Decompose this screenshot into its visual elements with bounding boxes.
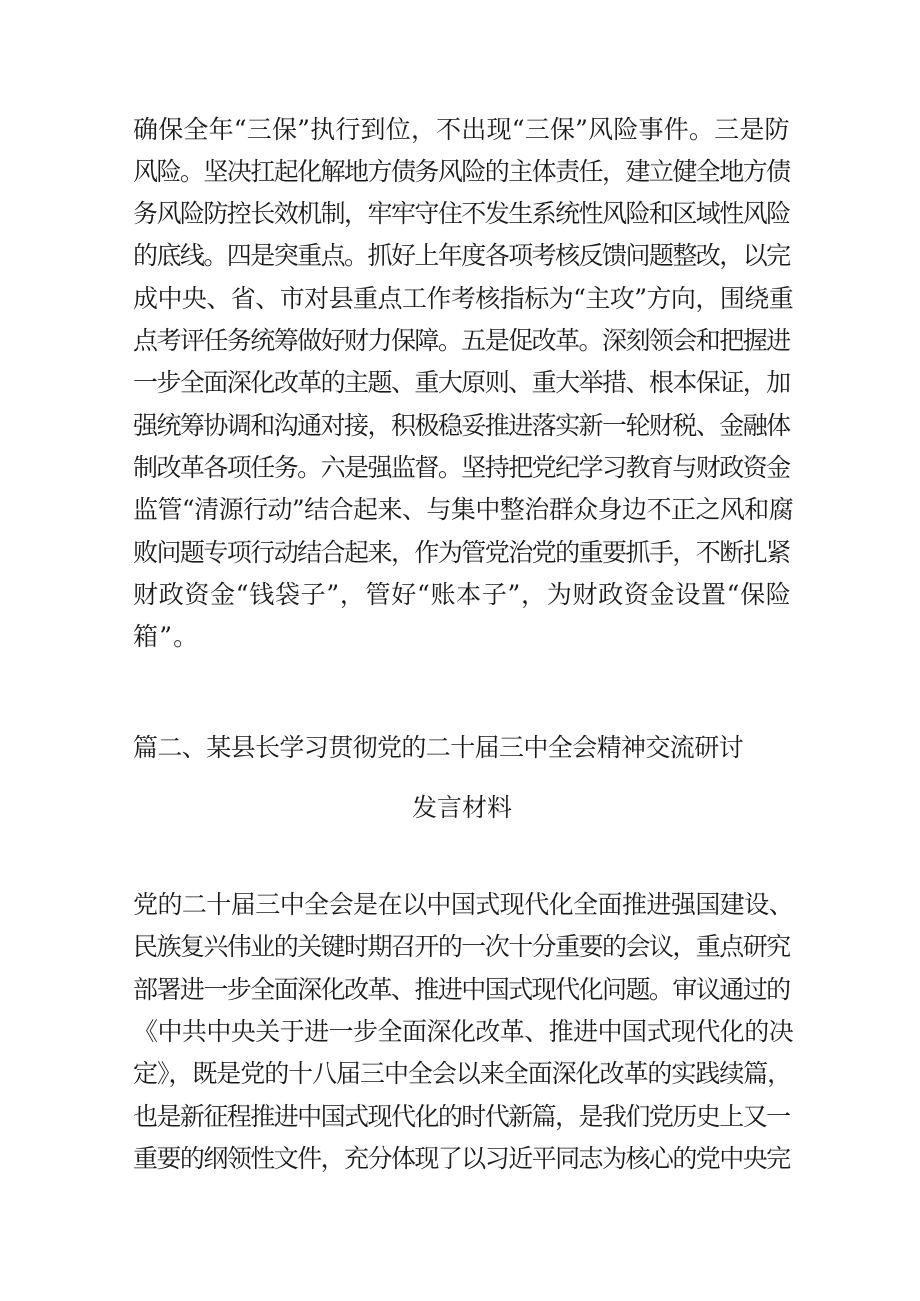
paragraph-line: 定》，既是党的十八届三中全会以来全面深化改革的实践续篇， — [133, 1059, 792, 1088]
paragraph-line: 务风险防控长效机制，牢牢守住不发生系统性风险和区域性风险 — [133, 199, 790, 228]
paragraph-line: 一步全面深化改革的主题、重大原则、重大举措、根本保证，加 — [133, 368, 790, 397]
paragraph-line: 《中共中央关于进一步全面深化改革、推进中国式现代化的决 — [133, 1017, 794, 1046]
section-title: 篇二、某县长学习贯彻党的二十届三中全会精神交流研讨 — [133, 733, 744, 762]
paragraph-line: 风险。坚决扛起化解地方债务风险的主体责任，建立健全地方债 — [133, 157, 790, 186]
paragraph-line: 部署进一步全面深化改革、推进中国式现代化问题。审议通过的 — [133, 975, 790, 1004]
paragraph-line: 重要的纲领性文件，充分体现了以习近平同志为核心的党中央完 — [133, 1144, 790, 1173]
paragraph-line: 财政资金“钱袋子”，管好“账本子”，为财政资金设置“保险 — [133, 580, 792, 609]
paragraph-line: 箱”。 — [133, 622, 200, 651]
section-title-continuation: 发言材料 — [412, 793, 513, 822]
paragraph-line: 的底线。四是突重点。抓好上年度各项考核反馈问题整改，以完 — [133, 241, 790, 270]
paragraph-line: 也是新征程推进中国式现代化的时代新篇，是我们党历史上又一 — [133, 1102, 790, 1131]
paragraph-line: 强统筹协调和沟通对接，积极稳妥推进落实新一轮财税、金融体 — [133, 411, 790, 440]
paragraph-line: 成中央、省、市对县重点工作考核指标为“主攻”方向，围绕重 — [133, 284, 794, 313]
paragraph-line: 民族复兴伟业的关键时期召开的一次十分重要的会议，重点研究 — [133, 932, 790, 961]
paragraph-line: 监管“清源行动”结合起来、与集中整治群众身边不正之风和腐 — [133, 495, 794, 524]
paragraph-line: 制改革各项任务。六是强监督。坚持把党纪学习教育与财政资金 — [133, 453, 790, 482]
paragraph-line: 确保全年“三保”执行到位，不出现“三保”风险事件。三是防 — [133, 115, 790, 144]
paragraph-line: 党的二十届三中全会是在以中国式现代化全面推进强国建设、 — [133, 890, 794, 919]
paragraph-line: 败问题专项行动结合起来，作为管党治党的重要抓手，不断扎紧 — [133, 538, 790, 567]
paragraph-line: 点考评任务统筹做好财力保障。五是促改革。深刻领会和把握进 — [133, 326, 790, 355]
